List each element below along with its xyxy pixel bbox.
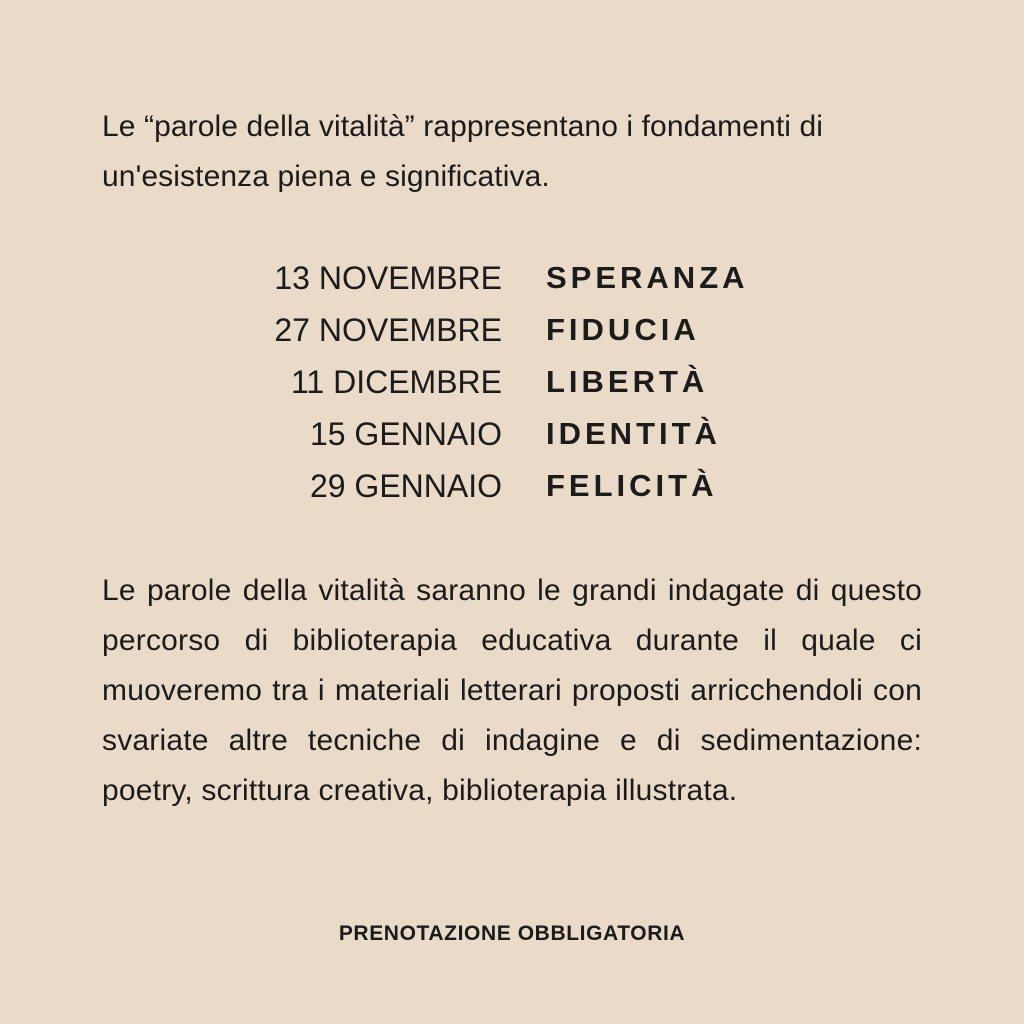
schedule-date: 27 NOVEMBRE <box>274 311 502 348</box>
schedule-date: 29 GENNAIO <box>309 467 502 504</box>
intro-paragraph: Le “parole della vitalità” rappresentano i fondamenti di un'esistenza piena e significativa. <box>102 110 824 193</box>
schedule-date: 11 DICEMBRE <box>290 363 502 400</box>
description-paragraph: Le parole della vitalità saranno le grandi indagate di questo percorso di biblioterapia educativa durante il quale ci muoveremo tra i materiali letterari proposti arricchendoli con svariate altre tecniche di indagine e di sedimentazione: poetry, scrittura creativa, biblioterapia illustrata. <box>102 574 922 807</box>
schedule-word: LIBERTÀ <box>546 364 709 399</box>
schedule-row <box>150 408 850 460</box>
schedule-word: SPERANZA <box>546 260 749 295</box>
schedule-word: FELICITÀ <box>546 468 718 503</box>
schedule-row <box>150 356 850 408</box>
schedule-list <box>150 252 850 512</box>
schedule-date: 13 NOVEMBRE <box>274 259 502 296</box>
schedule-date: 15 GENNAIO <box>309 415 502 452</box>
booking-notice: PRENOTAZIONE OBBLIGATORIA <box>338 922 686 945</box>
schedule-word: IDENTITÀ <box>546 416 721 451</box>
schedule-row <box>150 460 850 512</box>
schedule-row <box>150 304 850 356</box>
schedule-row <box>150 252 850 304</box>
schedule-word: FIDUCIA <box>546 312 700 347</box>
